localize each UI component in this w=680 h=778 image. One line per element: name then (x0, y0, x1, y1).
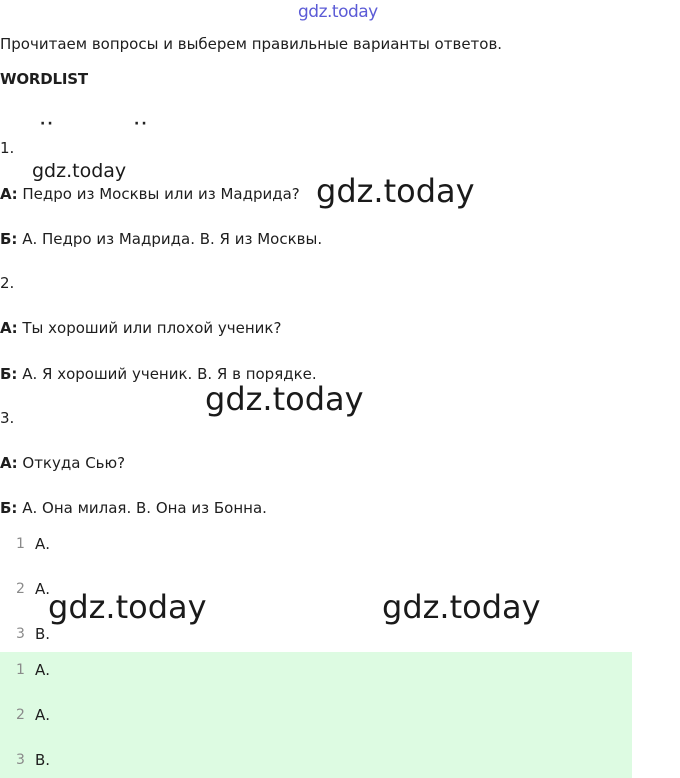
answer-checked-2-number: 2 (16, 707, 25, 723)
answer-1-number: 1 (16, 536, 25, 552)
answer-3-number: 3 (16, 626, 25, 642)
answer-2-number: 2 (16, 581, 25, 597)
watermark-3: gdz.today (205, 380, 364, 418)
question-2-b-text: А. Я хороший ученик. В. Я в порядке. (22, 365, 317, 383)
answer-checked-1-number: 1 (16, 662, 25, 678)
question-3-a-label: А: (0, 454, 18, 472)
answer-2-value[interactable]: А. (35, 580, 51, 598)
question-2-b-label: Б: (0, 365, 18, 383)
question-2-number: 2. (0, 274, 15, 292)
question-1-b (0, 229, 322, 249)
question-2-b (0, 364, 317, 384)
question-2-a (0, 318, 281, 338)
answer-checked-2-value: А. (35, 706, 51, 724)
watermark-5: gdz.today (382, 588, 541, 626)
question-1-number: 1. (0, 139, 15, 157)
question-1-b-text: А. Педро из Мадрида. В. Я из Москвы. (22, 230, 323, 248)
watermark-1: gdz.today (32, 160, 127, 182)
question-1-a-label: А: (0, 185, 18, 203)
wordlist-heading: WORDLIST (0, 70, 88, 88)
question-3-b (0, 498, 267, 518)
question-3-b-text: А. Она милая. В. Она из Бонна. (22, 499, 267, 517)
dots-mark-2: ·· (134, 116, 149, 132)
answers-correct-block (0, 652, 632, 778)
question-3-number: 3. (0, 409, 15, 427)
watermark-4: gdz.today (48, 588, 207, 626)
question-3-a (0, 453, 125, 473)
question-2-a-label: А: (0, 319, 18, 337)
answer-3-value[interactable]: В. (35, 625, 51, 643)
intro-text: Прочитаем вопросы и выберем правильные варианты ответов. (0, 35, 503, 53)
question-1-b-label: Б: (0, 230, 18, 248)
answer-checked-3-number: 3 (16, 752, 25, 768)
watermark-top: gdz.today (298, 2, 378, 22)
answer-1-value[interactable]: А. (35, 535, 51, 553)
question-2-a-text: Ты хороший или плохой ученик? (22, 319, 282, 337)
answer-checked-3-value: В. (35, 751, 51, 769)
watermark-2: gdz.today (316, 172, 475, 210)
question-3-a-text: Откуда Сью? (22, 454, 126, 472)
question-3-b-label: Б: (0, 499, 18, 517)
answer-checked-1-value: А. (35, 661, 51, 679)
question-1-a-text: Педро из Москвы или из Мадрида? (22, 185, 300, 203)
dots-mark-1: ·· (40, 116, 55, 132)
question-1-a (0, 184, 300, 204)
